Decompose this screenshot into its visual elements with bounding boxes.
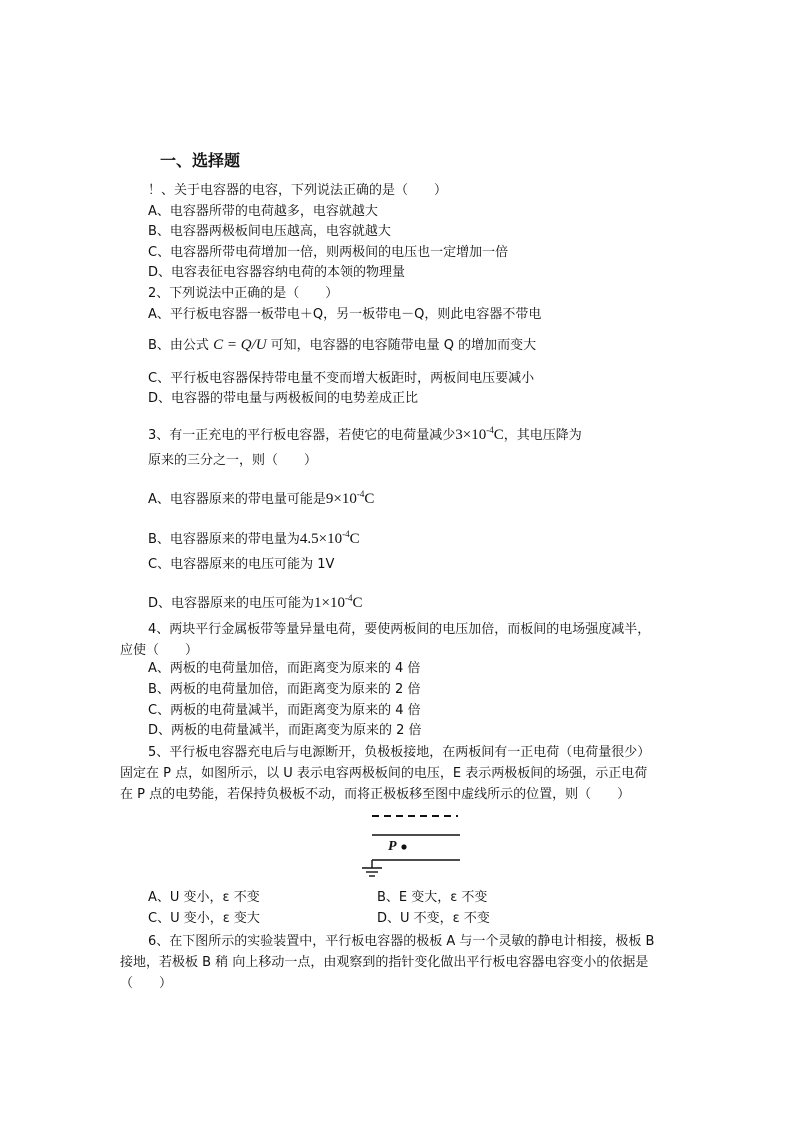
q3-option-d-exponent: -4	[344, 593, 353, 603]
q2-formula: C = Q/U	[213, 337, 267, 353]
q3-option-b-text: B、电容器原来的带电量为	[148, 532, 300, 547]
q3-option-a-value: 9×10	[325, 491, 357, 507]
q3-stem-prefix: 3、有一正充电的平行板电容器，若使它的电荷量减少	[148, 428, 456, 443]
q3-stem-unit: C	[493, 427, 504, 443]
q2-stem: 2、下列说法中正确的是（ ）	[148, 286, 339, 301]
q3-stem-line2: 原来的三分之一，则（ ）	[148, 453, 318, 468]
q3-option-c: C、电容器原来的电压可能为 1V	[148, 557, 335, 572]
q4-option-d: D、两板的电荷量减半，而距离变为原来的 2 倍	[148, 723, 422, 738]
q2-option-d: D、电容器的带电量与两极板间的电势差成正比	[148, 391, 419, 406]
q3-option-a-exponent: -4	[356, 489, 365, 499]
q3-option-d	[148, 589, 363, 613]
q3-stem-suffix: ，其电压降为	[503, 428, 582, 443]
charge-point	[401, 844, 406, 849]
section-title: 一、选择题	[160, 151, 241, 170]
q3-option-d-unit: C	[352, 595, 363, 611]
q3-option-b-unit: C	[349, 531, 360, 547]
q1-option-d: D、电容表征电容器容纳电荷的本领的物理量	[148, 265, 406, 280]
q1-option-a: A、电容器所带的电荷越多，电容就越大	[148, 204, 378, 219]
q3-option-d-value: 1×10	[314, 595, 345, 611]
q1-option-c: C、电容器所带电荷增加一倍，则两极间的电压也一定增加一倍	[148, 245, 509, 260]
q2-option-b-prefix: B、由公式	[148, 338, 209, 353]
q3-option-b	[148, 525, 360, 549]
q4-stem: 4、两块平行金属板带等量异量电荷，要使两板间的电压加倍，而板间的电场强度减半，应使（ ）	[120, 622, 651, 658]
q1-stem: ！、关于电容器的电容，下列说法正确的是（ ）	[148, 183, 448, 198]
q5-option-a: A、U 变小，ε 不变	[148, 890, 260, 905]
q2-option-c: C、平行板电容器保持带电量不变而增大板距时，两板间电压要减小	[148, 371, 535, 386]
q2-option-a: A、平行板电容器一板带电＋Q，另一板带电－Q，则此电容器不带电	[148, 307, 542, 322]
q3-stem-value: 3×10	[455, 427, 487, 443]
capacitor-figure	[358, 808, 468, 880]
q4-option-a: A、两板的电荷量加倍，而距离变为原来的 4 倍	[148, 661, 421, 676]
q2-option-b-suffix: 可知，电容器的电容随带电量 Q 的增加而变大	[270, 338, 537, 353]
q5-option-b: B、E 变大，ε 不变	[377, 890, 488, 905]
q3-option-b-value: 4.5×10	[299, 531, 343, 547]
q5-option-d: D、U 不变，ε 不变	[377, 911, 490, 926]
q3-stem	[148, 421, 582, 445]
q4-option-b: B、两板的电荷量加倍，而距离变为原来的 2 倍	[148, 682, 421, 697]
q3-option-a-text: A、电容器原来的带电量可能是	[148, 492, 326, 507]
q1-option-b: B、电容器两极板间电压越高，电容就越大	[148, 224, 391, 239]
q3-option-a-unit: C	[364, 491, 375, 507]
q3-stem-exponent: -4	[486, 425, 494, 435]
q2-option-b	[148, 336, 536, 355]
q3-option-a	[148, 485, 374, 509]
q3-option-b-exponent: -4	[342, 529, 350, 539]
q5-stem: 5、平行板电容器充电后与电源断开，负极板接地，在两板间有一正电荷（电荷量很少）固定在 P 点，如图所示，以 U 表示电容两极板间的电压，E 表示两极板间的场强，示正电荷在 P 点的电势能，若保持负极板不动，而将正极板移至图中虚线所示的位置，则（ ）	[120, 745, 651, 802]
figure-point-label: P	[388, 839, 397, 854]
q4-option-c: C、两板的电荷量减半，而距离变为原来的 4 倍	[148, 703, 421, 718]
q6-stem: 6、在下图所示的实验装置中，平行板电容器的极板 A 与一个灵敏的静电计相接，极板 B 接地，若极板 B 稍 向上移动一点，由观察到的指针变化做出平行板电容器电容变小的依据是（ ）	[120, 934, 655, 991]
q5-option-c: C、U 变小，ε 变大	[148, 911, 260, 926]
q3-option-d-text: D、电容器原来的电压可能为	[148, 596, 315, 611]
